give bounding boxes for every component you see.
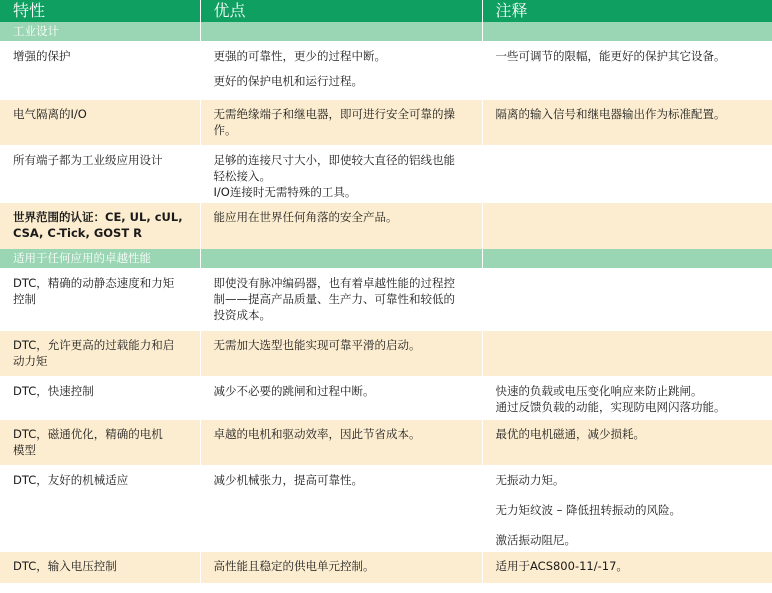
feature-cell: DTC，磁通优化，精确的电机 模型 — [0, 419, 200, 465]
header-row — [0, 0, 772, 22]
benefit-cell: 卓越的电机和驱动效率，因此节省成本。 — [200, 419, 482, 465]
table-row — [0, 100, 772, 146]
note-cell — [482, 268, 772, 330]
header-note: 注释 — [482, 0, 772, 22]
table-row — [0, 419, 772, 465]
benefit-cell: 高性能且稳定的供电单元控制。 — [200, 551, 482, 583]
benefit-cell: 更强的可靠性，更少的过程中断。 更好的保护电机和运行过程。 — [200, 42, 482, 100]
benefit-cell: 无需加大选型也能实现可靠平滑的启动。 — [200, 330, 482, 376]
section-title: 适用于任何应用的卓越性能 — [0, 249, 200, 269]
section-header-industrial-design — [0, 22, 772, 42]
feature-cell: DTC，快速控制 — [0, 376, 200, 419]
note-cell — [482, 146, 772, 203]
section-header-performance — [0, 249, 772, 269]
feature-cell: 电气隔离的I/O — [0, 100, 200, 146]
note-cell — [482, 330, 772, 376]
feature-cell: DTC，允许更高的过载能力和启 动力矩 — [0, 330, 200, 376]
feature-cell: DTC，友好的机械适应 — [0, 465, 200, 551]
table-row — [0, 146, 772, 203]
note-cell — [482, 203, 772, 249]
feature-cell: 增强的保护 — [0, 42, 200, 100]
benefit-cell: 即使没有脉冲编码器，也有着卓越性能的过程控 制——提高产品质量、生产力、可靠性和较低的 投资成本。 — [200, 268, 482, 330]
benefit-cell: 无需绝缘端子和继电器，即可进行安全可靠的操 作。 — [200, 100, 482, 146]
feature-cell: 所有端子都为工业级应用设计 — [0, 146, 200, 203]
feature-cell: DTC，输入电压控制 — [0, 551, 200, 583]
section-title: 工业设计 — [0, 22, 200, 42]
note-cell: 快速的负载或电压变化响应来防止跳闸。 通过反馈负载的动能，实现防电网闪落功能。 — [482, 376, 772, 419]
table-row — [0, 268, 772, 330]
table-row — [0, 203, 772, 249]
benefit-cell: 足够的连接尺寸大小，即使较大直径的铝线也能 轻松接入。 I/O连接时无需特殊的工具。 — [200, 146, 482, 203]
note-cell: 适用于ACS800-11/-17。 — [482, 551, 772, 583]
feature-cell: DTC，精确的动静态速度和力矩 控制 — [0, 268, 200, 330]
header-benefit: 优点 — [200, 0, 482, 22]
note-cell: 一些可调节的限幅，能更好的保护其它设备。 — [482, 42, 772, 100]
feature-cell: 世界范围的认证：CE, UL, cUL, CSA, C-Tick, GOST R — [0, 203, 200, 249]
note-cell: 隔离的输入信号和继电器输出作为标准配置。 — [482, 100, 772, 146]
table-row — [0, 42, 772, 100]
table-row — [0, 376, 772, 419]
table-row — [0, 330, 772, 376]
note-cell: 无振动力矩。 无力矩纹波 – 降低扭转振动的风险。 激活振动阻尼。 — [482, 465, 772, 551]
table-row — [0, 465, 772, 551]
benefit-cell: 减少机械张力，提高可靠性。 — [200, 465, 482, 551]
benefit-cell: 减少不必要的跳闸和过程中断。 — [200, 376, 482, 419]
benefit-cell: 能应用在世界任何角落的安全产品。 — [200, 203, 482, 249]
note-cell: 最优的电机磁通，减少损耗。 — [482, 419, 772, 465]
header-feature: 特性 — [0, 0, 200, 22]
table-row — [0, 551, 772, 583]
